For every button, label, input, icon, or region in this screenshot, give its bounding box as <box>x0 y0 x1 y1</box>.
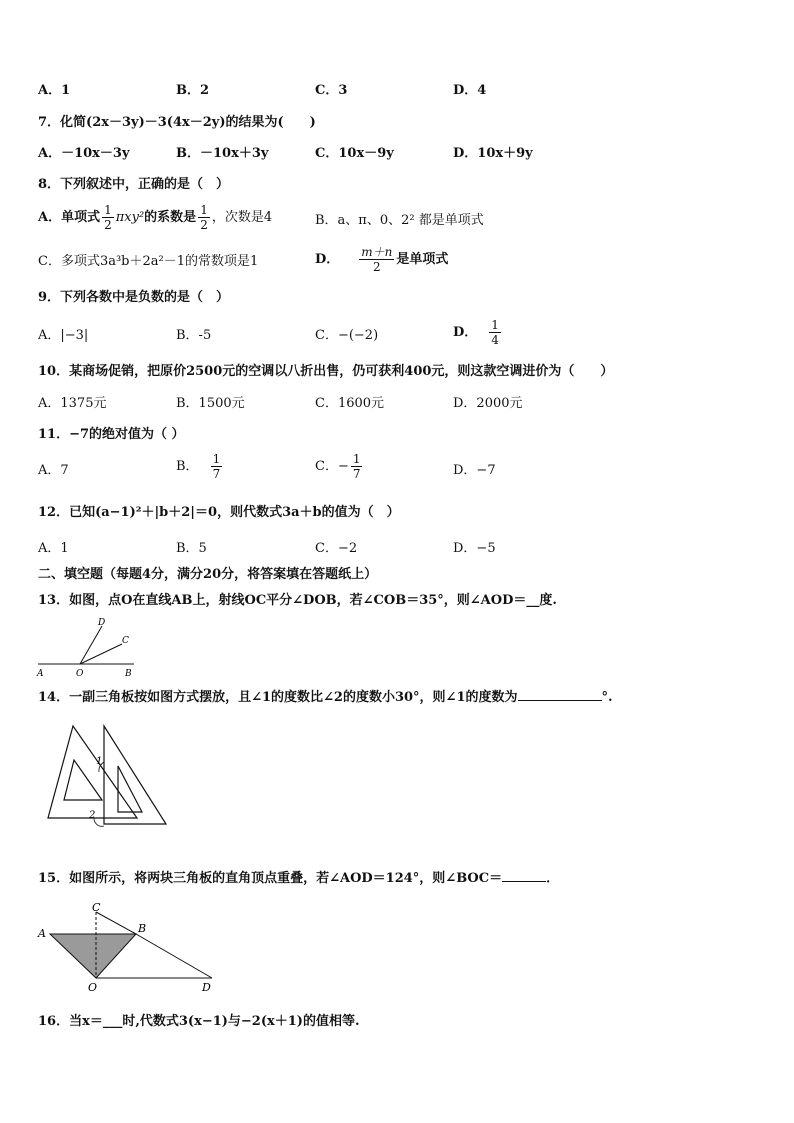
q15-shaded-triangle <box>50 934 136 978</box>
q14-stem-tail: °. <box>601 690 613 705</box>
q13-label-b: B <box>125 669 132 679</box>
q14-label-1: 1 <box>96 756 103 767</box>
q13-stem: 13．如图，点O在直线AB上，射线OC平分∠DOB，若∠COB＝35°，则∠AOD＝__度. <box>38 593 557 608</box>
q15-answer-blank <box>502 868 546 882</box>
q9-d-den: 4 <box>491 333 499 347</box>
q8-a-frac2-den: 2 <box>200 218 208 232</box>
q10-option-c: C．1600元 <box>315 396 385 411</box>
q15-stem <box>38 868 559 888</box>
q15-segment-cb <box>96 912 136 934</box>
q13-label-d: D <box>98 618 106 628</box>
q11-option-c <box>315 452 364 481</box>
q11-c-num: 1 <box>352 452 361 466</box>
q9-option-a: A．|−3| <box>38 328 89 343</box>
q7-option-a: A．－10x－3y <box>38 146 130 161</box>
q11-option-a: A．7 <box>38 463 69 478</box>
q9-d-num: 1 <box>491 318 499 332</box>
q15-figure <box>36 898 220 996</box>
q8-a-frac1-den: 2 <box>104 218 112 232</box>
q11-option-d: D．−7 <box>453 463 496 478</box>
q15-segment-bd <box>136 934 212 978</box>
q15-label-a: A <box>38 927 46 940</box>
q8-d-post: 是单项式 <box>396 252 449 267</box>
q14-triangle-2-outer <box>104 726 166 824</box>
q12-option-d: D．−5 <box>453 541 496 556</box>
q15-stem-tail: ． <box>546 871 560 886</box>
q14-stem <box>38 687 613 707</box>
q6-option-b: B．2 <box>176 83 210 98</box>
q9-option-c: C．−(−2) <box>315 328 379 343</box>
q11-b-fraction <box>211 452 223 481</box>
q14-triangle-1-outer <box>48 726 137 818</box>
q8-a-fraction-2 <box>198 203 210 232</box>
q13-label-a: A <box>37 669 44 679</box>
q15-label-c: C <box>92 901 101 914</box>
q6-option-a: A．1 <box>38 83 71 98</box>
q9-d-fraction <box>489 318 501 347</box>
q12-option-c: C．−2 <box>315 541 358 556</box>
q9-option-d <box>453 318 503 347</box>
q15-stem-text: 15．如图所示，将两块三角板的直角顶点重叠，若∠AOD＝124°，则∠BOC＝ <box>38 871 503 886</box>
q10-option-d: D．2000元 <box>453 396 523 411</box>
q10-option-b: B．1500元 <box>176 396 245 411</box>
q9-option-b: B．-5 <box>176 328 212 343</box>
q14-label-2: 2 <box>89 810 96 821</box>
q7-option-c: C．10x－9y <box>315 146 394 161</box>
q11-c-fraction <box>351 452 363 481</box>
q13-figure <box>34 614 144 680</box>
q9-stem: 9．下列各数中是负数的是（ ） <box>38 290 230 305</box>
q8-d-num: m＋n <box>361 245 393 259</box>
q8-a-expr: πxy² <box>115 210 145 225</box>
q7-stem: 7．化简(2x－3y)－3(4x－2y)的结果为( ) <box>38 115 316 130</box>
q12-stem: 12．已知(a−1)²＋|b＋2|＝0，则代数式3a＋b的值为（ ） <box>38 505 400 520</box>
q8-a-frac2-num: 1 <box>200 203 208 217</box>
q8-d-den: 2 <box>373 260 381 274</box>
q10-option-a: A．1375元 <box>38 396 107 411</box>
q11-b-prefix: B． <box>176 459 199 474</box>
q8-a-fraction-1 <box>102 203 114 232</box>
q8-a-mid: 的系数是 <box>144 210 197 225</box>
q7-option-b: B．－10x＋3y <box>176 146 269 161</box>
q7-option-d: D．10x＋9y <box>453 146 533 161</box>
q11-c-prefix: C．− <box>315 459 349 474</box>
q15-label-b: B <box>138 922 147 935</box>
q11-stem: 11．−7的绝对值为（ ） <box>38 427 185 442</box>
q12-option-b: B．5 <box>176 541 207 556</box>
q14-answer-blank <box>518 687 602 701</box>
q12-option-a: A．1 <box>38 541 69 556</box>
q9-d-prefix: D． <box>453 325 478 340</box>
q15-label-o: O <box>88 981 98 994</box>
q8-option-a <box>38 203 272 232</box>
q13-label-o: O <box>76 669 84 679</box>
q14-angle-2-arc <box>94 818 104 826</box>
q8-option-b: B．a、π、0、2² 都是单项式 <box>315 213 484 228</box>
q6-option-d: D．4 <box>453 83 487 98</box>
q14-figure <box>42 722 172 828</box>
q8-a-post: ，次数是4 <box>211 210 273 225</box>
q14-triangle-2-inner <box>118 766 142 812</box>
q16-stem: 16．当x＝___时,代数式3(x−1)与−2(x＋1)的值相等. <box>38 1014 360 1029</box>
q11-b-num: 1 <box>212 452 221 466</box>
q13-label-c: C <box>122 636 129 646</box>
q8-d-fraction <box>359 245 394 274</box>
q8-a-prefix: A．单项式 <box>38 210 101 225</box>
q11-b-den: 7 <box>212 467 221 481</box>
q14-stem-text: 14．一副三角板按如图方式摆放，且∠1的度数比∠2的度数小30°，则∠1的度数为 <box>38 690 518 705</box>
q8-option-d <box>315 245 448 274</box>
q8-a-frac1-num: 1 <box>104 203 112 217</box>
q6-option-c: C．3 <box>315 83 348 98</box>
q8-option-c: C．多项式3a³b＋2a²－1的常数项是1 <box>38 254 259 269</box>
q10-stem: 10．某商场促销，把原价2500元的空调以八折出售，仍可获利400元，则这款空调进价为（ ） <box>38 364 614 379</box>
section-heading: 二、填空题（每题4分，满分20分，将答案填在答题纸上） <box>38 567 378 582</box>
q8-stem: 8．下列叙述中，正确的是（ ） <box>38 177 230 192</box>
q11-c-den: 7 <box>352 467 361 481</box>
q11-option-b <box>176 452 224 481</box>
q8-d-prefix: D． <box>315 252 340 267</box>
q15-label-d: D <box>202 981 211 994</box>
